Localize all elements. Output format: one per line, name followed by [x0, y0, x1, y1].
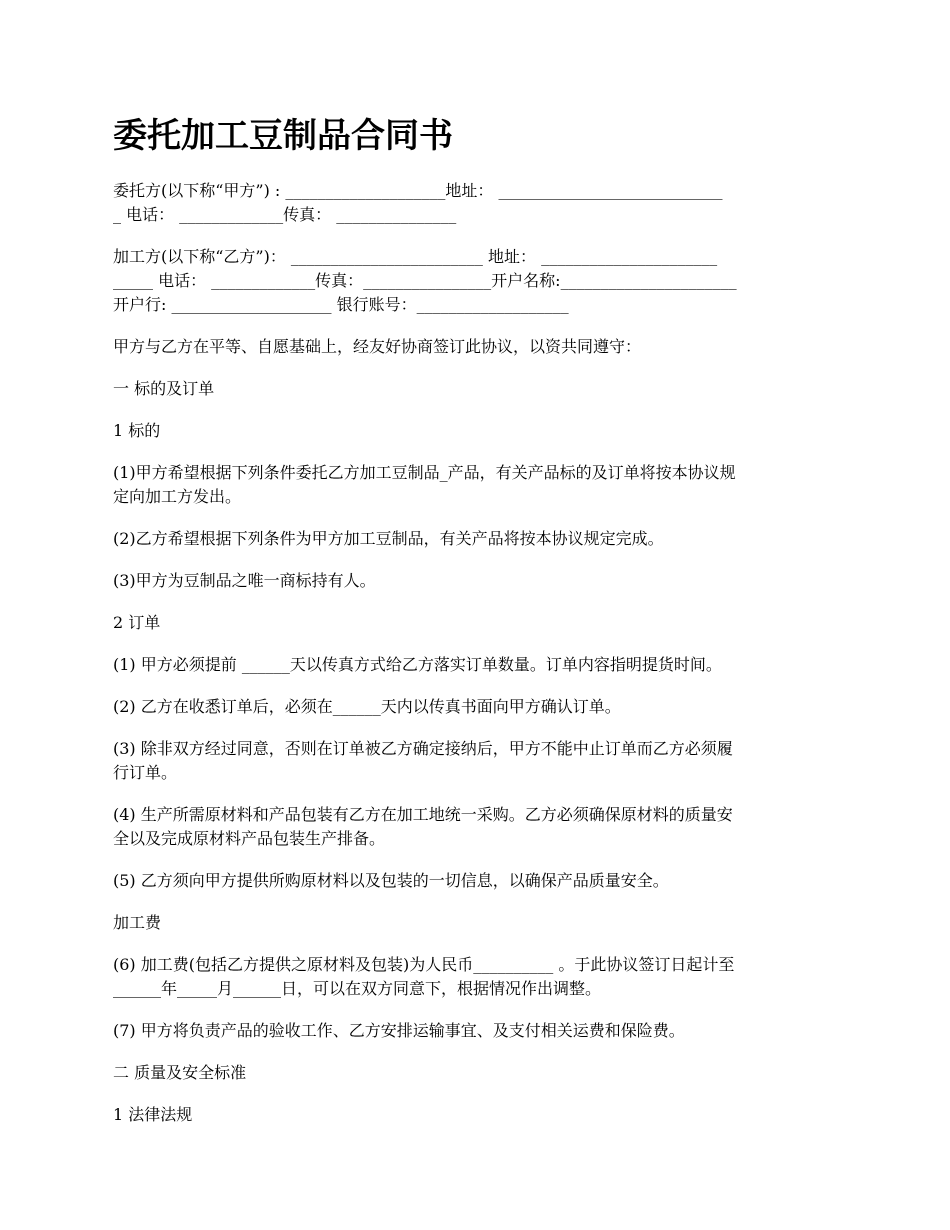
paragraph-line: (2) 乙方在收悉订单后，必须在______天内以传真书面向甲方确认订单。 [113, 697, 621, 716]
document-title: 委托加工豆制品合同书 [113, 116, 453, 156]
paragraph [113, 911, 838, 935]
paragraph-line: 一 标的及订单 [113, 379, 215, 398]
paragraph-line: (6) 加工费(包括乙方提供之原材料及包装)为人民币__________ 。于此协议签订日起计至 [113, 955, 735, 974]
paragraph-line: (5) 乙方须向甲方提供所购原材料以及包装的一切信息，以确保产品质量安全。 [113, 871, 669, 890]
paragraph-line: ______年_____月______日，可以在双方同意下，根据情况作出调整。 [113, 979, 602, 998]
paragraph-line: 1 标的 [113, 421, 161, 440]
paragraph [113, 803, 838, 851]
document-body [113, 179, 838, 1145]
paragraph-line: (2)乙方希望根据下列条件为甲方加工豆制品，有关产品将按本协议规定完成。 [113, 529, 664, 548]
paragraph-line: 1 法律法规 [113, 1105, 193, 1124]
paragraph-line: (1)甲方希望根据下列条件委托乙方加工豆制品_产品，有关产品标的及订单将按本协议规 [113, 463, 736, 482]
paragraph [113, 869, 838, 893]
paragraph [113, 527, 838, 551]
paragraph-line: 加工方(以下称“乙方”)： ________________________ 地址： ______________________ [113, 247, 718, 266]
paragraph [113, 419, 838, 443]
paragraph [113, 377, 838, 401]
paragraph-line: 全以及完成原材料产品包装生产排备。 [113, 829, 386, 848]
paragraph [113, 653, 838, 677]
paragraph [113, 1103, 838, 1127]
paragraph-line: 定向加工方发出。 [113, 487, 242, 506]
paragraph [113, 569, 838, 593]
paragraph-line: 加工费 [113, 913, 162, 932]
paragraph [113, 245, 838, 317]
paragraph [113, 1061, 838, 1085]
paragraph-line: (3) 除非双方经过同意，否则在订单被乙方确定接纳后，甲方不能中止订单而乙方必须履 [113, 739, 733, 758]
paragraph-line: (1) 甲方必须提前 ______天以传真方式给乙方落实订单数量。订单内容指明提货时间。 [113, 655, 722, 674]
paragraph-line: 甲方与乙方在平等、自愿基础上，经友好协商签订此协议，以资共同遵守： [113, 337, 642, 356]
paragraph-line: (3)甲方为豆制品之唯一商标持有人。 [113, 571, 376, 590]
paragraph [113, 461, 838, 509]
paragraph [113, 611, 838, 635]
paragraph [113, 1019, 838, 1043]
paragraph-line: 行订单。 [113, 763, 178, 782]
paragraph [113, 179, 838, 227]
paragraph-line: (7) 甲方将负责产品的验收工作、乙方安排运输事宜、及支付相关运费和保险费。 [113, 1021, 685, 1040]
paragraph [113, 695, 838, 719]
paragraph [113, 335, 838, 359]
paragraph [113, 953, 838, 1001]
paragraph-line: 委托方(以下称“甲方”) : ____________________地址： ____________________________ [113, 181, 723, 200]
paragraph-line: 开户行: ____________________ 银行账号：___________________ [113, 295, 569, 314]
paragraph-line: _ 电话： _____________传真： _______________ [113, 205, 457, 224]
paragraph-line: 二 质量及安全标准 [113, 1063, 247, 1082]
paragraph-line: (4) 生产所需原材料和产品包装有乙方在加工地统一采购。乙方必须确保原材料的质量安 [113, 805, 733, 824]
paragraph-line: _____ 电话： _____________传真：________________开户名称:______________________ [113, 271, 737, 290]
paragraph [113, 737, 838, 785]
paragraph-line: 2 订单 [113, 613, 161, 632]
